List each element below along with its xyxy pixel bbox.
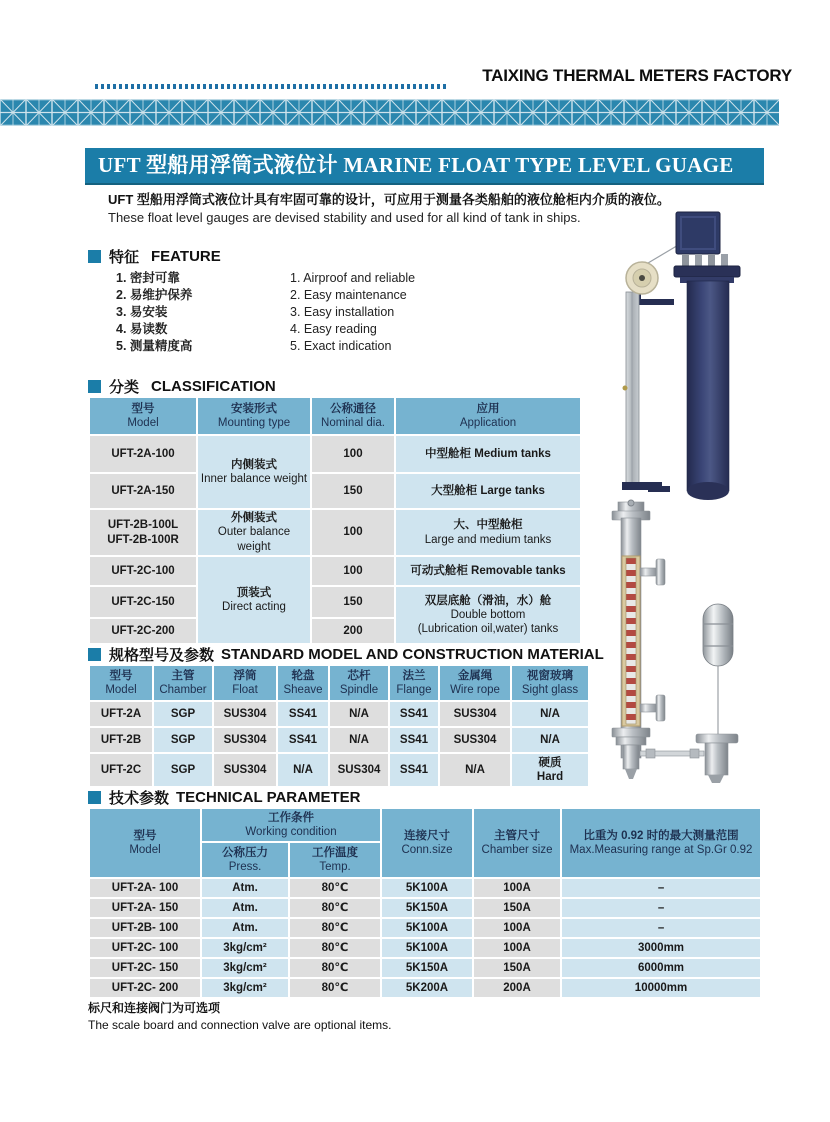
col-header-spindle: 芯杆 Spindle: [330, 666, 388, 700]
cell-sight-glass: N/A: [512, 728, 588, 752]
cell-chamber: SGP: [154, 728, 212, 752]
cell-temp: 80℃: [290, 899, 380, 917]
feature-item: 5. 测量精度高: [116, 339, 193, 353]
materials-table: [88, 664, 590, 788]
cell-range: –: [562, 899, 760, 917]
heading-technical-zh: 技术参数: [109, 790, 170, 807]
cell-chamber: 200A: [474, 979, 560, 997]
heading-feature-en: FEATURE: [151, 248, 221, 265]
cell-temp: 80℃: [290, 959, 380, 977]
cell-temp: 80℃: [290, 939, 380, 957]
table-row: [90, 436, 580, 472]
cell-model: UFT-2B-100L UFT-2B-100R: [90, 510, 196, 555]
cell-chamber: 100A: [474, 879, 560, 897]
col-header-press: 公称压力 Press.: [202, 843, 288, 877]
cell-chamber: SGP: [154, 754, 212, 786]
cell-flange: SS41: [390, 702, 438, 726]
col-header-conn-size: 连接尺寸 Conn.size: [382, 809, 472, 877]
cell-mounting-outer: 外侧装式 Outer balance weight: [198, 510, 310, 555]
table-header-row: [90, 809, 760, 841]
cell-sight-glass: 硬质 Hard: [512, 754, 588, 786]
cell-dia: 150: [312, 474, 394, 508]
table-row: [90, 702, 588, 726]
cell-model: UFT-2A-150: [90, 474, 196, 508]
cell-dia: 150: [312, 587, 394, 617]
cell-sheave: SS41: [278, 702, 328, 726]
cell-range: 3000mm: [562, 939, 760, 957]
heading-materials-zh: 规格型号及参数: [109, 647, 215, 664]
cell-model: UFT-2C- 150: [90, 959, 200, 977]
col-header-mounting: 安装形式 Mounting type: [198, 398, 310, 434]
table-row: [90, 939, 760, 957]
heading-classification-zh: 分类: [109, 379, 140, 396]
cell-model: UFT-2B- 100: [90, 919, 200, 937]
col-header-temp: 工作温度 Temp.: [290, 843, 380, 877]
table-header-row: [90, 398, 580, 434]
cell-press: 3kg/cm²: [202, 979, 288, 997]
cell-spindle: N/A: [330, 702, 388, 726]
cell-press: 3kg/cm²: [202, 959, 288, 977]
cell-model: UFT-2A-100: [90, 436, 196, 472]
cell-model: UFT-2C-150: [90, 587, 196, 617]
section-heading-materials: [88, 644, 604, 665]
cell-model: UFT-2A- 150: [90, 899, 200, 917]
footnote: [88, 1000, 392, 1034]
col-header-flange: 法兰 Flange: [390, 666, 438, 700]
cell-conn: 5K150A: [382, 959, 472, 977]
section-bullet-icon: [88, 380, 101, 393]
feature-item: 2. Easy maintenance: [290, 288, 407, 302]
cell-model: UFT-2A: [90, 702, 152, 726]
page-title-banner: UFT 型船用浮筒式液位计 MARINE FLOAT TYPE LEVEL GUAGE: [85, 148, 764, 185]
cell-model: UFT-2A- 100: [90, 879, 200, 897]
cell-float: SUS304: [214, 702, 276, 726]
cell-range: 6000mm: [562, 959, 760, 977]
cell-chamber: 100A: [474, 939, 560, 957]
table-row: [90, 728, 588, 752]
cell-chamber: 100A: [474, 919, 560, 937]
cell-conn: 5K100A: [382, 939, 472, 957]
dotted-leader-line: [95, 84, 447, 89]
col-header-float: 浮筒 Float: [214, 666, 276, 700]
cell-wire-rope: N/A: [440, 754, 510, 786]
table-row: [90, 899, 760, 917]
cell-press: 3kg/cm²: [202, 939, 288, 957]
cell-dia: 100: [312, 557, 394, 585]
feature-item: 4. 易读数: [116, 322, 168, 336]
feature-item: 2. 易维护保养: [116, 288, 193, 302]
intro-text-en: These float level gauges are devised stability and used for all kind of tank in ships.: [108, 210, 581, 225]
cell-temp: 80℃: [290, 919, 380, 937]
section-bullet-icon: [88, 791, 101, 804]
table-row: [90, 510, 580, 555]
intro-paragraph: [108, 191, 670, 227]
cell-dia: 200: [312, 619, 394, 643]
cell-conn: 5K100A: [382, 919, 472, 937]
heading-technical-en: TECHNICAL PARAMETER: [176, 789, 361, 806]
heading-materials-en: STANDARD MODEL AND CONSTRUCTION MATERIAL: [221, 646, 604, 663]
section-bullet-icon: [88, 648, 101, 661]
cell-spindle: N/A: [330, 728, 388, 752]
table-row: [90, 979, 760, 997]
table-row: [90, 557, 580, 585]
cell-conn: 5K100A: [382, 879, 472, 897]
table-row: [90, 474, 580, 508]
cell-application-double-bottom: 双层底舱（滑油，水）舱 Double bottom (Lubrication oil,water) tanks: [396, 587, 580, 643]
cell-range: –: [562, 919, 760, 937]
cell-flange: SS41: [390, 728, 438, 752]
cell-dia: 100: [312, 436, 394, 472]
col-header-model: 型号 Model: [90, 809, 200, 877]
cell-range: –: [562, 879, 760, 897]
feature-item: 1. Airproof and reliable: [290, 271, 416, 285]
product-photo-balance-weight-gauge: [588, 188, 798, 518]
cell-mounting-direct: 顶装式 Direct acting: [198, 557, 310, 643]
col-header-model: 型号 Model: [90, 398, 196, 434]
feature-item: 3. 易安装: [116, 305, 168, 319]
col-header-working-condition: 工作条件 Working condition: [202, 809, 380, 841]
feature-list-en: [290, 270, 415, 355]
cell-dia: 100: [312, 510, 394, 555]
cell-model: UFT-2B: [90, 728, 152, 752]
cell-application: 可动式舱柜 Removable tanks: [396, 557, 580, 585]
cell-model: UFT-2C: [90, 754, 152, 786]
feature-list-zh: [116, 270, 192, 355]
col-header-wire-rope: 金属绳 Wire rope: [440, 666, 510, 700]
cell-sheave: N/A: [278, 754, 328, 786]
table-row: [90, 587, 580, 617]
section-bullet-icon: [88, 250, 101, 263]
table-header-row: [90, 666, 588, 700]
cell-press: Atm.: [202, 919, 288, 937]
feature-item: 1. 密封可靠: [116, 271, 180, 285]
col-header-max-range: 比重为 0.92 时的最大测量范围 Max.Measuring range at Sp.Gr 0.92: [562, 809, 760, 877]
cell-spindle: SUS304: [330, 754, 388, 786]
section-heading-technical: [88, 787, 360, 808]
intro-text-zh: UFT 型船用浮筒式液位计具有牢固可靠的设计，可应用于测量各类船舶的液位舱柜内介质的液位。: [108, 192, 670, 207]
product-photo-float-gauge: [588, 498, 788, 798]
cell-flange: SS41: [390, 754, 438, 786]
footnote-en: The scale board and connection valve are optional items.: [88, 1018, 392, 1032]
cell-float: SUS304: [214, 728, 276, 752]
feature-item: 3. Easy installation: [290, 305, 395, 319]
cell-temp: 80℃: [290, 979, 380, 997]
section-heading-classification: [88, 376, 276, 397]
lattice-band-decoration: [0, 99, 779, 126]
cell-chamber: SGP: [154, 702, 212, 726]
classification-table: [88, 396, 582, 645]
cell-application: 中型舱柜 Medium tanks: [396, 436, 580, 472]
section-heading-feature: [88, 246, 221, 267]
cell-model: UFT-2C- 100: [90, 939, 200, 957]
cell-float: SUS304: [214, 754, 276, 786]
cell-sheave: SS41: [278, 728, 328, 752]
cell-press: Atm.: [202, 879, 288, 897]
col-header-chamber-size: 主管尺寸 Chamber size: [474, 809, 560, 877]
feature-item: 5. Exact indication: [290, 339, 392, 353]
heading-classification-en: CLASSIFICATION: [151, 378, 276, 395]
cell-wire-rope: SUS304: [440, 728, 510, 752]
cell-temp: 80℃: [290, 879, 380, 897]
cell-model: UFT-2C-100: [90, 557, 196, 585]
col-header-dia: 公称通径 Nominal dia.: [312, 398, 394, 434]
table-row: [90, 879, 760, 897]
col-header-chamber: 主管 Chamber: [154, 666, 212, 700]
col-header-application: 应用 Application: [396, 398, 580, 434]
cell-range: 10000mm: [562, 979, 760, 997]
cell-press: Atm.: [202, 899, 288, 917]
cell-mounting-inner: 内侧装式 Inner balance weight: [198, 436, 310, 508]
col-header-model: 型号 Model: [90, 666, 152, 700]
heading-feature-zh: 特征: [109, 249, 140, 266]
cell-model: UFT-2C- 200: [90, 979, 200, 997]
cell-wire-rope: SUS304: [440, 702, 510, 726]
cell-conn: 5K150A: [382, 899, 472, 917]
cell-conn: 5K200A: [382, 979, 472, 997]
technical-parameter-table: [88, 807, 762, 999]
factory-name: TAIXING THERMAL METERS FACTORY: [482, 66, 792, 85]
table-row: [90, 754, 588, 786]
table-row: [90, 959, 760, 977]
footnote-zh: 标尺和连接阀门为可选项: [88, 1001, 221, 1015]
table-row: [90, 919, 760, 937]
feature-item: 4. Easy reading: [290, 322, 377, 336]
cell-chamber: 150A: [474, 959, 560, 977]
cell-sight-glass: N/A: [512, 702, 588, 726]
cell-chamber: 150A: [474, 899, 560, 917]
cell-application: 大型舱柜 Large tanks: [396, 474, 580, 508]
col-header-sight-glass: 视窗玻璃 Sight glass: [512, 666, 588, 700]
cell-application: 大、中型舱柜 Large and medium tanks: [396, 510, 580, 555]
cell-model: UFT-2C-200: [90, 619, 196, 643]
col-header-sheave: 轮盘 Sheave: [278, 666, 328, 700]
